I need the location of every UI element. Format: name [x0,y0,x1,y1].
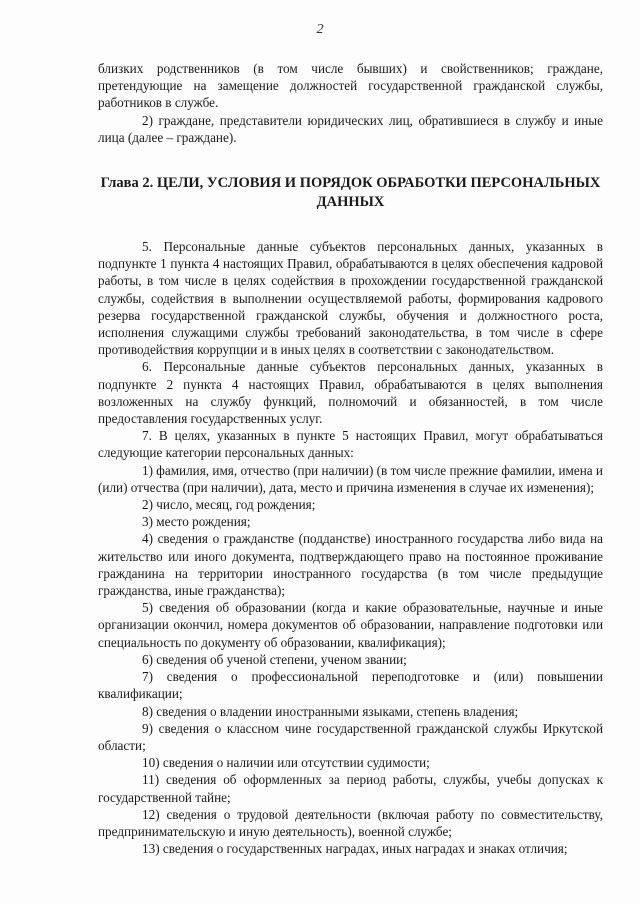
document-body [98,60,603,857]
list-item-8: 8) сведения о владении иностранными языками, степень владения; [142,703,519,719]
paragraph-6: 6. Персональные данные субъектов персональных данных, указанных в подпункте 2 пункта 4 настоящих Правил, обрабатываются в целях выполнения возложенных на службу функций, полномочий и обязанностей, в том числе предоставления государственных услуг. [98,359,603,427]
paragraph-continuation: близких родственников (в том числе бывших) и свойственников; граждане, претендующие на замещение должностей государственной гражданской службы, работников в службе. [98,61,603,111]
chapter-heading: Глава 2. ЦЕЛИ, УСЛОВИЯ И ПОРЯДОК ОБРАБОТКИ ПЕРСОНАЛЬНЫХ ДАННЫХ [100,175,601,211]
list-item-2: 2) число, месяц, год рождения; [142,497,316,513]
list-item-3: 3) место рождения; [142,514,251,530]
list-item-5: 5) сведения об образовании (когда и какие образовательные, научные и иные организации окончил, номера документов об образовании, направление подготовки или специальность по документу об образовании, квалификация); [98,600,603,650]
list-item-4: 4) сведения о гражданстве (подданстве) иностранного государства либо вида на жительство или иного документа, подтверждающего право на постоянное проживание гражданина на территории иностранного государства (в том числе предыдущие гражданства, иные гражданства); [98,531,603,599]
list-item-11: 11) сведения об оформленных за период работы, службы, учебы допусках к государственной тайне; [98,772,603,805]
list-item-6: 6) сведения об ученой степени, ученом звании; [142,651,407,667]
paragraph-item-2: 2) граждане, представители юридических лиц, обратившиеся в службу и иные лица (далее – граждане). [98,112,603,145]
page-number: 2 [316,22,324,37]
list-item-7: 7) сведения о профессиональной переподготовке и (или) повышении квалификации; [98,669,603,702]
paragraph-5: 5. Персональные данные субъектов персональных данных, указанных в подпункте 1 пункта 4 настоящих Правил, обрабатываются в целях обеспечения кадровой работы, в том числе в целях содействия в прохождении государственной гражданской службы, содействия в выполнении осуществляемой работы, формирования кадрового резерва государственной гражданской службы, обучения и должностного роста, исполнения служащими службы требований законодательства, в том числе в сфере противодействия коррупции и в иных целях в соответствии с законодательством. [98,239,603,358]
paragraph-7: 7. В целях, указанных в пункте 5 настоящих Правил, могут обрабатываться следующие категории персональных данных: [98,428,603,461]
list-item-12: 12) сведения о трудовой деятельности (включая работу по совместительству, предпринимательскую и иную деятельность), военной службе; [98,806,603,839]
list-item-1: 1) фамилия, имя, отчество (при наличии) (в том числе прежние фамилии, имена и (или) отчества (при наличии), дата, место и причина изменения в случае их изменения); [98,462,603,495]
list-item-13: 13) сведения о государственных наградах, иных наградах и знаках отличия; [142,841,568,857]
list-item-10: 10) сведения о наличии или отсутствии судимости; [142,755,430,771]
list-item-9: 9) сведения о классном чине государственной гражданской службы Иркутской области; [98,720,603,753]
